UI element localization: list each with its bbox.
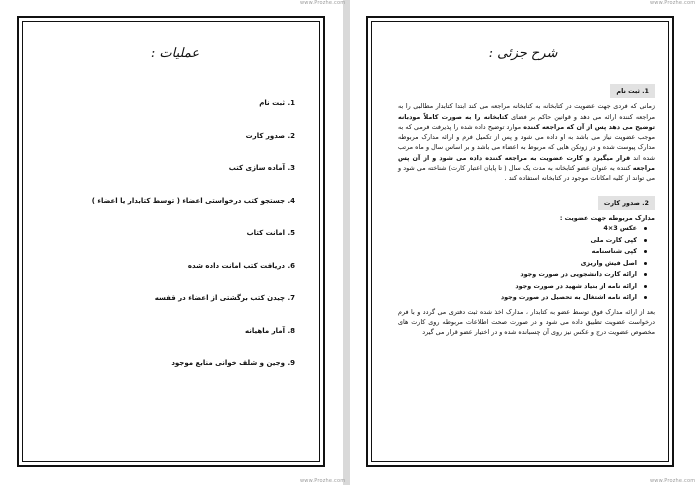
document-item: ارائه نامه از بنیاد شهید در صورت وجود — [398, 281, 637, 293]
operation-item: 7. چیدن کتب برگشتی از اعضاء در قفسه — [154, 294, 295, 302]
paragraph-text: زمانی که فردی جهت عضویت در کتابخانه به کتابخانه مراجعه می کند ابتدا کتابدار مطالبی را به مراجعه کننده ارائه می دهد و قوانین حاکم بر فضای — [398, 102, 655, 121]
details-content — [398, 84, 655, 338]
paragraph-text-bold: قرار میگیرد و کارت عضویت به مراجعه کننده داده می شود و از آن پس مراجعه — [398, 153, 655, 173]
documents-intro: مدارک مربوطه جهت عضویت : — [559, 213, 655, 222]
operation-item: 8. آمار ماهیانه — [245, 326, 295, 335]
operations-heading: عملیات : — [150, 46, 200, 61]
operation-item: 5. امانت کتاب — [246, 229, 295, 237]
document-item: ارائه کارت دانشجویی در صورت وجود — [398, 269, 637, 281]
document-item: ارائه نامه اشتغال به تحصیل در صورت وجود — [398, 292, 637, 304]
operations-list — [40, 98, 295, 391]
operation-item: 3. آماده سازی کتب — [228, 164, 295, 172]
operation-item: 4. جستجو کتب درخواستی اعضاء ( توسط کتابدار یا اعضاء ) — [91, 196, 295, 205]
details-heading: شرح جزئی : — [488, 46, 558, 61]
spacer — [398, 184, 655, 196]
operation-item: 1. ثبت نام — [259, 99, 295, 107]
operation-item: 2. صدور کارت — [245, 131, 295, 140]
section-title-registration: 1. ثبت نام — [610, 84, 655, 98]
left-page — [0, 0, 346, 485]
registration-paragraph — [398, 101, 655, 183]
section-title-card-issue: 2. صدور کارت — [598, 196, 655, 210]
paragraph-text: کننده به عنوان عضو کتابخانه به مدت یک سال ( تا پایان اعتبار کارت) شناخته می شود و می تواند از کلیه امکانات موجود در کتابخانه استفاده کند . — [398, 164, 655, 183]
paragraph-text: موارد توضیح داده شده را پذیرفت فرمی که به موجب عضویت نیاز می باشد به او داده می شود و پس از تکمیل فرم و ارائه مدارک مربوطه مدارک پیوست شده و در زونکن هایی که مربوط به اعضاء می باشد و بر اساس سال و ماه مرتب شده اند — [398, 122, 656, 162]
document-item: کپی کارت ملی — [398, 235, 637, 247]
operation-item: 9. وجین و شلف خوانی منابع موجود — [171, 359, 295, 367]
paragraph-text-bold: کتابخانه را به صورت کاملاً مودبانه توضیح می دهد پس از آن که مراجعه کننده — [398, 112, 655, 131]
watermark-top: www.Prozhe.com — [300, 0, 346, 6]
document-item: عکس 3×4 — [398, 223, 637, 235]
documents-list — [398, 223, 655, 304]
watermark-bottom: www.Prozhe.com — [300, 478, 346, 484]
operation-item: 6. دریافت کتب امانت داده شده — [187, 261, 295, 270]
watermark-bottom: www.Prozhe.com — [650, 478, 696, 484]
document-item: اصل فیش واریزی — [398, 258, 637, 270]
closing-paragraph: بعد از ارائه مدارک فوق توسط عضو به کتابدار ، مدارک اخذ شده ثبت دفتری می گردد و با فرم درخواست عضویت تطبیق داده می شود و در صورت صحت اطلاعات مربوطه روی کارت های مخصوص عضویت درج و عکس نیز روی آن چسبانده شده و در اختیار عضو قرار می گیرد — [398, 307, 655, 337]
right-page — [350, 0, 697, 485]
watermark-top: www.Prozhe.com — [650, 0, 696, 6]
document-item: کپی شناسنامه — [398, 246, 637, 258]
